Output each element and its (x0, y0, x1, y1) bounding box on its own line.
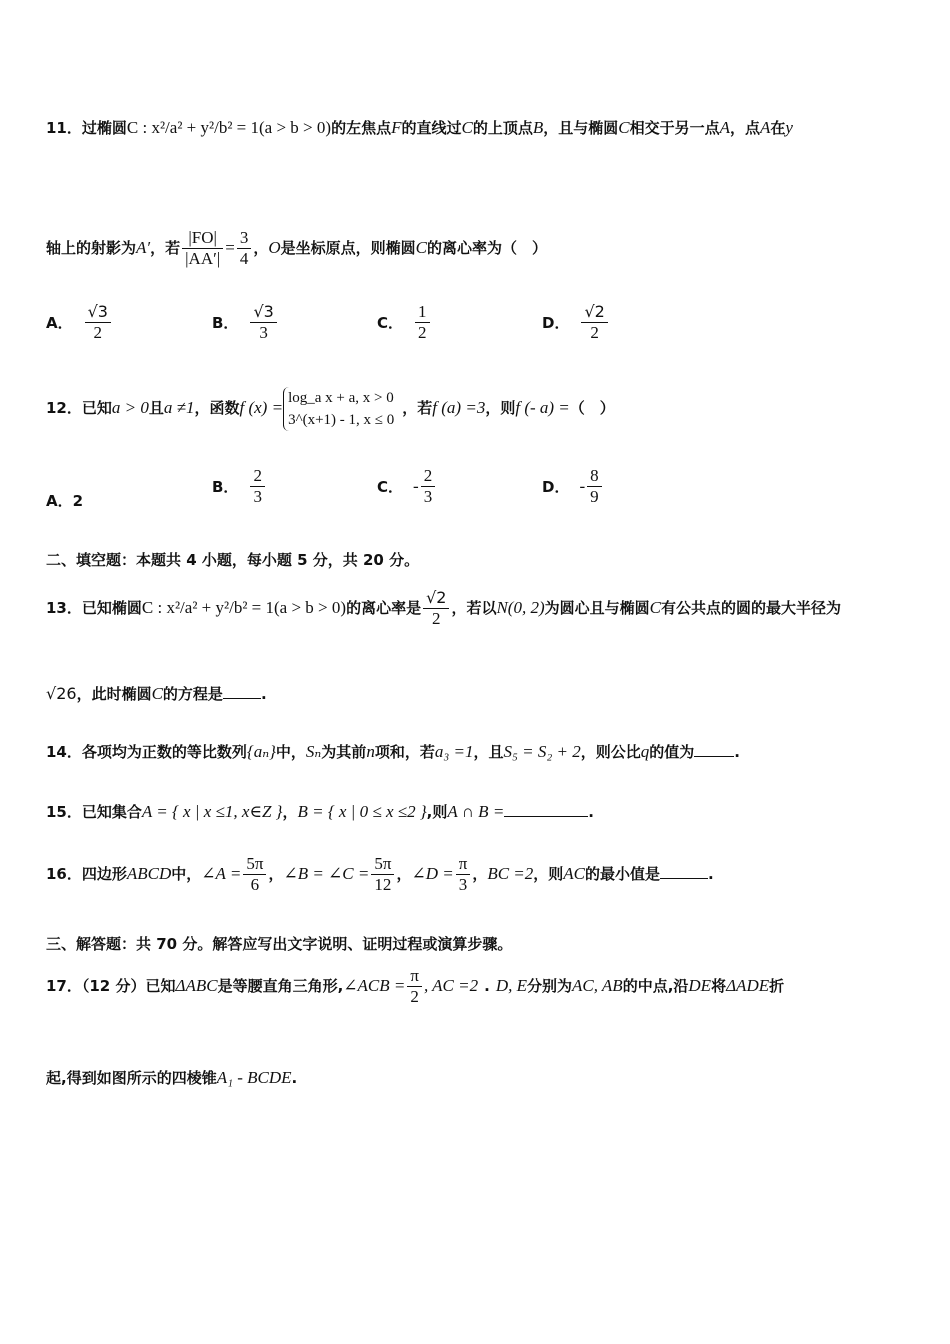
q13-math: C (151, 684, 163, 703)
q13-math: C (649, 598, 661, 617)
q12-text: ，函数 (194, 399, 240, 417)
option-fraction (587, 466, 602, 507)
q11-text: ，若 (150, 239, 181, 257)
q16-math: ∠A = (201, 864, 242, 883)
q13-text: ，若以 (451, 599, 497, 617)
q16-text: 的最小值是 (585, 865, 661, 883)
fraction-denominator: |AA′| (185, 249, 221, 268)
q11-text: 是坐标原点，则椭圆 (280, 239, 416, 257)
q13-text: 的方程是 (162, 685, 223, 703)
q11-text: 的离心率为（ ） (426, 239, 547, 257)
q11-text: 相交于另一点 (629, 119, 720, 137)
q16-number: 16． (46, 865, 82, 883)
q14-text: 为其前 (321, 743, 367, 761)
q11-option-a[interactable] (46, 302, 113, 343)
q14-math: S₅ = S₂ + 2 (503, 742, 581, 761)
fraction-denominator: 9 (590, 487, 599, 506)
option-fraction (250, 466, 265, 507)
q11-math: A (719, 118, 730, 137)
q12-math: f (a) =3 (432, 398, 486, 417)
q12-option-a[interactable] (46, 490, 83, 511)
q14-math: {aₙ} (246, 742, 276, 761)
q16-text: 中， (171, 865, 202, 883)
q11-option-c[interactable] (377, 302, 432, 343)
q17-text: . (291, 1069, 298, 1087)
fraction-denominator: 2 (418, 323, 427, 342)
q14-number: 14． (46, 743, 82, 761)
fraction-denominator: 2 (590, 323, 599, 342)
fraction-denominator: 3 (423, 487, 433, 506)
option-fraction (85, 302, 111, 343)
q11-option-b[interactable] (212, 302, 279, 343)
q12-text: ，若 (402, 399, 433, 417)
fraction-denominator: 3 (458, 875, 468, 894)
q16-line (46, 852, 910, 896)
q16-angle-bc-fraction (371, 854, 394, 895)
q12-text: 且 (148, 399, 164, 417)
fraction-denominator: 6 (250, 875, 260, 894)
fraction-numerator: π (456, 854, 471, 875)
option-label: D． (542, 478, 570, 496)
fraction-denominator: 3 (259, 323, 268, 342)
q11-text: 的直线过 (401, 119, 462, 137)
q12-text: （ ） (569, 399, 615, 417)
q13-line-2 (46, 684, 910, 704)
fraction-numerator: 5π (371, 854, 394, 875)
q11-math: B (532, 118, 544, 137)
q13-eccentricity-fraction (423, 588, 449, 629)
q13-text: 有公共点的圆的最大半径为 (661, 599, 842, 617)
q11-math: A′ (136, 238, 151, 257)
q11-ratio-fraction (182, 228, 223, 269)
q14-text: . (734, 743, 740, 761)
q12-case-1: log_a x + a, x > 0 (288, 389, 394, 406)
fraction-numerator: √2 (581, 302, 607, 323)
q14-answer-blank[interactable] (694, 742, 734, 757)
option-label: D． (542, 314, 570, 332)
q16-comma: ， (472, 865, 488, 883)
q14-text: ，则公比 (580, 743, 641, 761)
fraction-numerator: √3 (85, 302, 111, 323)
q13-text: ，此时椭圆 (76, 685, 152, 703)
q15-answer-blank[interactable] (504, 802, 588, 817)
q11-math: C (618, 118, 630, 137)
q17-angle-fraction (407, 966, 422, 1007)
q13-number: 13． (46, 599, 82, 617)
q12-math: a > 0 (111, 398, 149, 417)
q11-math: C (461, 118, 473, 137)
q11-ellipse-equation: C : x²/a² + y²/b² = 1(a > b > 0) (126, 118, 332, 137)
fraction-numerator: 8 (587, 466, 602, 487)
section-2-heading: 二、填空题：本题共 4 小题，每小题 5 分，共 20 分。 (46, 551, 420, 569)
option-fraction (421, 466, 436, 507)
q14-math: q (640, 742, 650, 761)
fraction-numerator: √2 (423, 588, 449, 609)
option-label: C． (377, 314, 404, 332)
q13-line-1 (46, 586, 910, 630)
q14-text: 各项均为正数的等比数列 (81, 743, 247, 761)
q17-math: D, E (495, 976, 527, 995)
q17-math: DE (688, 976, 712, 995)
option-label: A． (46, 314, 73, 332)
option-label: C． (377, 478, 404, 496)
q16-comma: ， (396, 865, 412, 883)
q13-text: . (260, 685, 267, 703)
q16-math: ∠D = (411, 864, 454, 883)
q12-case-2: 3^(x+1) - 1, x ≤ 0 (288, 411, 395, 428)
q16-math: AC (563, 864, 586, 883)
q11-text: 的上顶点 (472, 119, 533, 137)
fraction-denominator: 12 (374, 875, 392, 894)
q17-text: 的中点,沿 (622, 977, 689, 995)
q16-angle-a-fraction (243, 854, 266, 895)
q11-number: 11． (46, 119, 82, 137)
q17-text: . (484, 977, 490, 995)
q15-text: ， (282, 803, 298, 821)
q12-function: f (x) = (239, 398, 284, 417)
fraction-numerator: 2 (250, 466, 265, 487)
q17-math: ∠ACB = (343, 976, 406, 995)
fraction-denominator: 2 (432, 609, 441, 628)
option-value: 2 (72, 492, 84, 510)
q11-comma: ， (253, 239, 269, 257)
q12-option-d[interactable] (542, 466, 604, 507)
q16-math: ∠B = ∠C = (283, 864, 370, 883)
q14-text: 项和，若 (374, 743, 435, 761)
q11-text: ，点 (730, 119, 761, 137)
q11-math: A (760, 118, 771, 137)
q16-comma: ， (268, 865, 284, 883)
q11-option-d[interactable] (542, 302, 610, 343)
fraction-denominator: 2 (410, 987, 419, 1006)
q17-text: 将 (711, 977, 727, 995)
q16-math: ABCD (126, 864, 172, 883)
q11-math: F (391, 118, 402, 137)
q15-text: 已知集合 (81, 803, 142, 821)
q16-text: . (708, 865, 714, 883)
q12-math: f (- a) = (515, 398, 570, 417)
q17-math: ΔABC (175, 976, 218, 995)
q13-answer-blank[interactable] (223, 684, 261, 699)
q15-set-b: B = { x | 0 ≤ x ≤2 } (297, 802, 427, 821)
fraction-numerator: 5π (243, 854, 266, 875)
q15-text: . (588, 803, 594, 821)
fraction-numerator: |FO| (182, 228, 223, 249)
fraction-numerator: 2 (421, 466, 436, 487)
q17-text: 起,得到如图所示的四棱锥 (46, 1069, 217, 1087)
q11-text: 轴上的射影为 (46, 239, 137, 257)
q12-math: a ≠1 (163, 398, 195, 417)
q16-math: BC =2 (487, 864, 534, 883)
q11-math: O (268, 238, 281, 257)
fraction-numerator: √3 (250, 302, 276, 323)
q11-math: y (785, 118, 793, 137)
option-sign: - (413, 476, 419, 496)
q15-text: ,则 (426, 803, 448, 821)
q17-math: ΔADE (726, 976, 770, 995)
q14-line (46, 742, 910, 762)
fraction-denominator: 4 (239, 249, 249, 268)
q11-math: = (225, 238, 235, 257)
q11-line-1 (46, 118, 910, 138)
option-fraction (415, 302, 430, 343)
q17-pyramid: A₁ - BCDE (216, 1068, 292, 1087)
q17-line-2 (46, 1068, 910, 1088)
q15-line (46, 802, 910, 822)
q16-text: ，则 (533, 865, 564, 883)
q14-math: a₃ =1 (434, 742, 474, 761)
q13-text: 已知椭圆 (81, 599, 142, 617)
q11-line-2 (46, 226, 910, 270)
q11-text: ，且与椭圆 (543, 119, 619, 137)
q11-math: C (415, 238, 427, 257)
q17-text: 折 (769, 977, 785, 995)
q13-text: 为圆心且与椭圆 (544, 599, 650, 617)
q15-math: A ∩ B = (447, 802, 505, 821)
q17-math: , AC =2 (423, 976, 479, 995)
q14-text: ，且 (473, 743, 504, 761)
q14-math: Sₙ (305, 742, 322, 761)
q16-answer-blank[interactable] (660, 864, 708, 879)
option-label: A． (46, 492, 73, 510)
q17-math: AC, AB (572, 976, 623, 995)
q12-piecewise (283, 387, 394, 431)
q17-text: 分别为 (526, 977, 572, 995)
q11-text: 的左焦点 (331, 119, 392, 137)
q12-line (46, 384, 910, 432)
fraction-denominator: 3 (253, 487, 262, 506)
q15-number: 15． (46, 803, 82, 821)
q17-number: 17． (46, 977, 82, 995)
q13-radius: √26 (46, 684, 77, 703)
q11-text: 在 (770, 119, 786, 137)
q11-text: 过椭圆 (81, 119, 127, 137)
q12-text: ，则 (485, 399, 516, 417)
fraction-numerator: 3 (237, 228, 252, 249)
fraction-denominator: 2 (93, 323, 103, 342)
fraction-numerator: π (407, 966, 422, 987)
option-fraction (250, 302, 276, 343)
option-sign: - (579, 476, 586, 496)
q17-score: （12 分） (81, 977, 146, 995)
q12-text: 已知 (81, 399, 112, 417)
q15-set-a: A = { x | x ≤1, x∈Z } (141, 802, 283, 821)
option-label: B． (212, 478, 239, 496)
q13-text: 的离心率是 (346, 599, 422, 617)
q14-text: 的值为 (649, 743, 695, 761)
q16-angle-d-fraction (456, 854, 471, 895)
q13-math: N(0, 2) (496, 598, 545, 617)
q14-math: n (366, 742, 375, 761)
option-label: B． (212, 314, 239, 332)
q12-option-b[interactable] (212, 466, 267, 507)
q12-number: 12． (46, 399, 82, 417)
q14-text: 中， (275, 743, 306, 761)
q13-ellipse-equation: C : x²/a² + y²/b² = 1(a > b > 0) (141, 598, 347, 617)
section-3-heading: 三、解答题：共 70 分。解答应写出文字说明、证明过程或演算步骤。 (46, 935, 513, 953)
q16-text: 四边形 (81, 865, 127, 883)
fraction-numerator: 1 (415, 302, 430, 323)
q17-text: 是等腰直角三角形, (217, 977, 344, 995)
option-fraction (581, 302, 607, 343)
q11-value-fraction (237, 228, 252, 269)
q17-line-1 (46, 964, 910, 1008)
q17-text: 已知 (145, 977, 176, 995)
q12-option-c[interactable] (377, 466, 437, 507)
